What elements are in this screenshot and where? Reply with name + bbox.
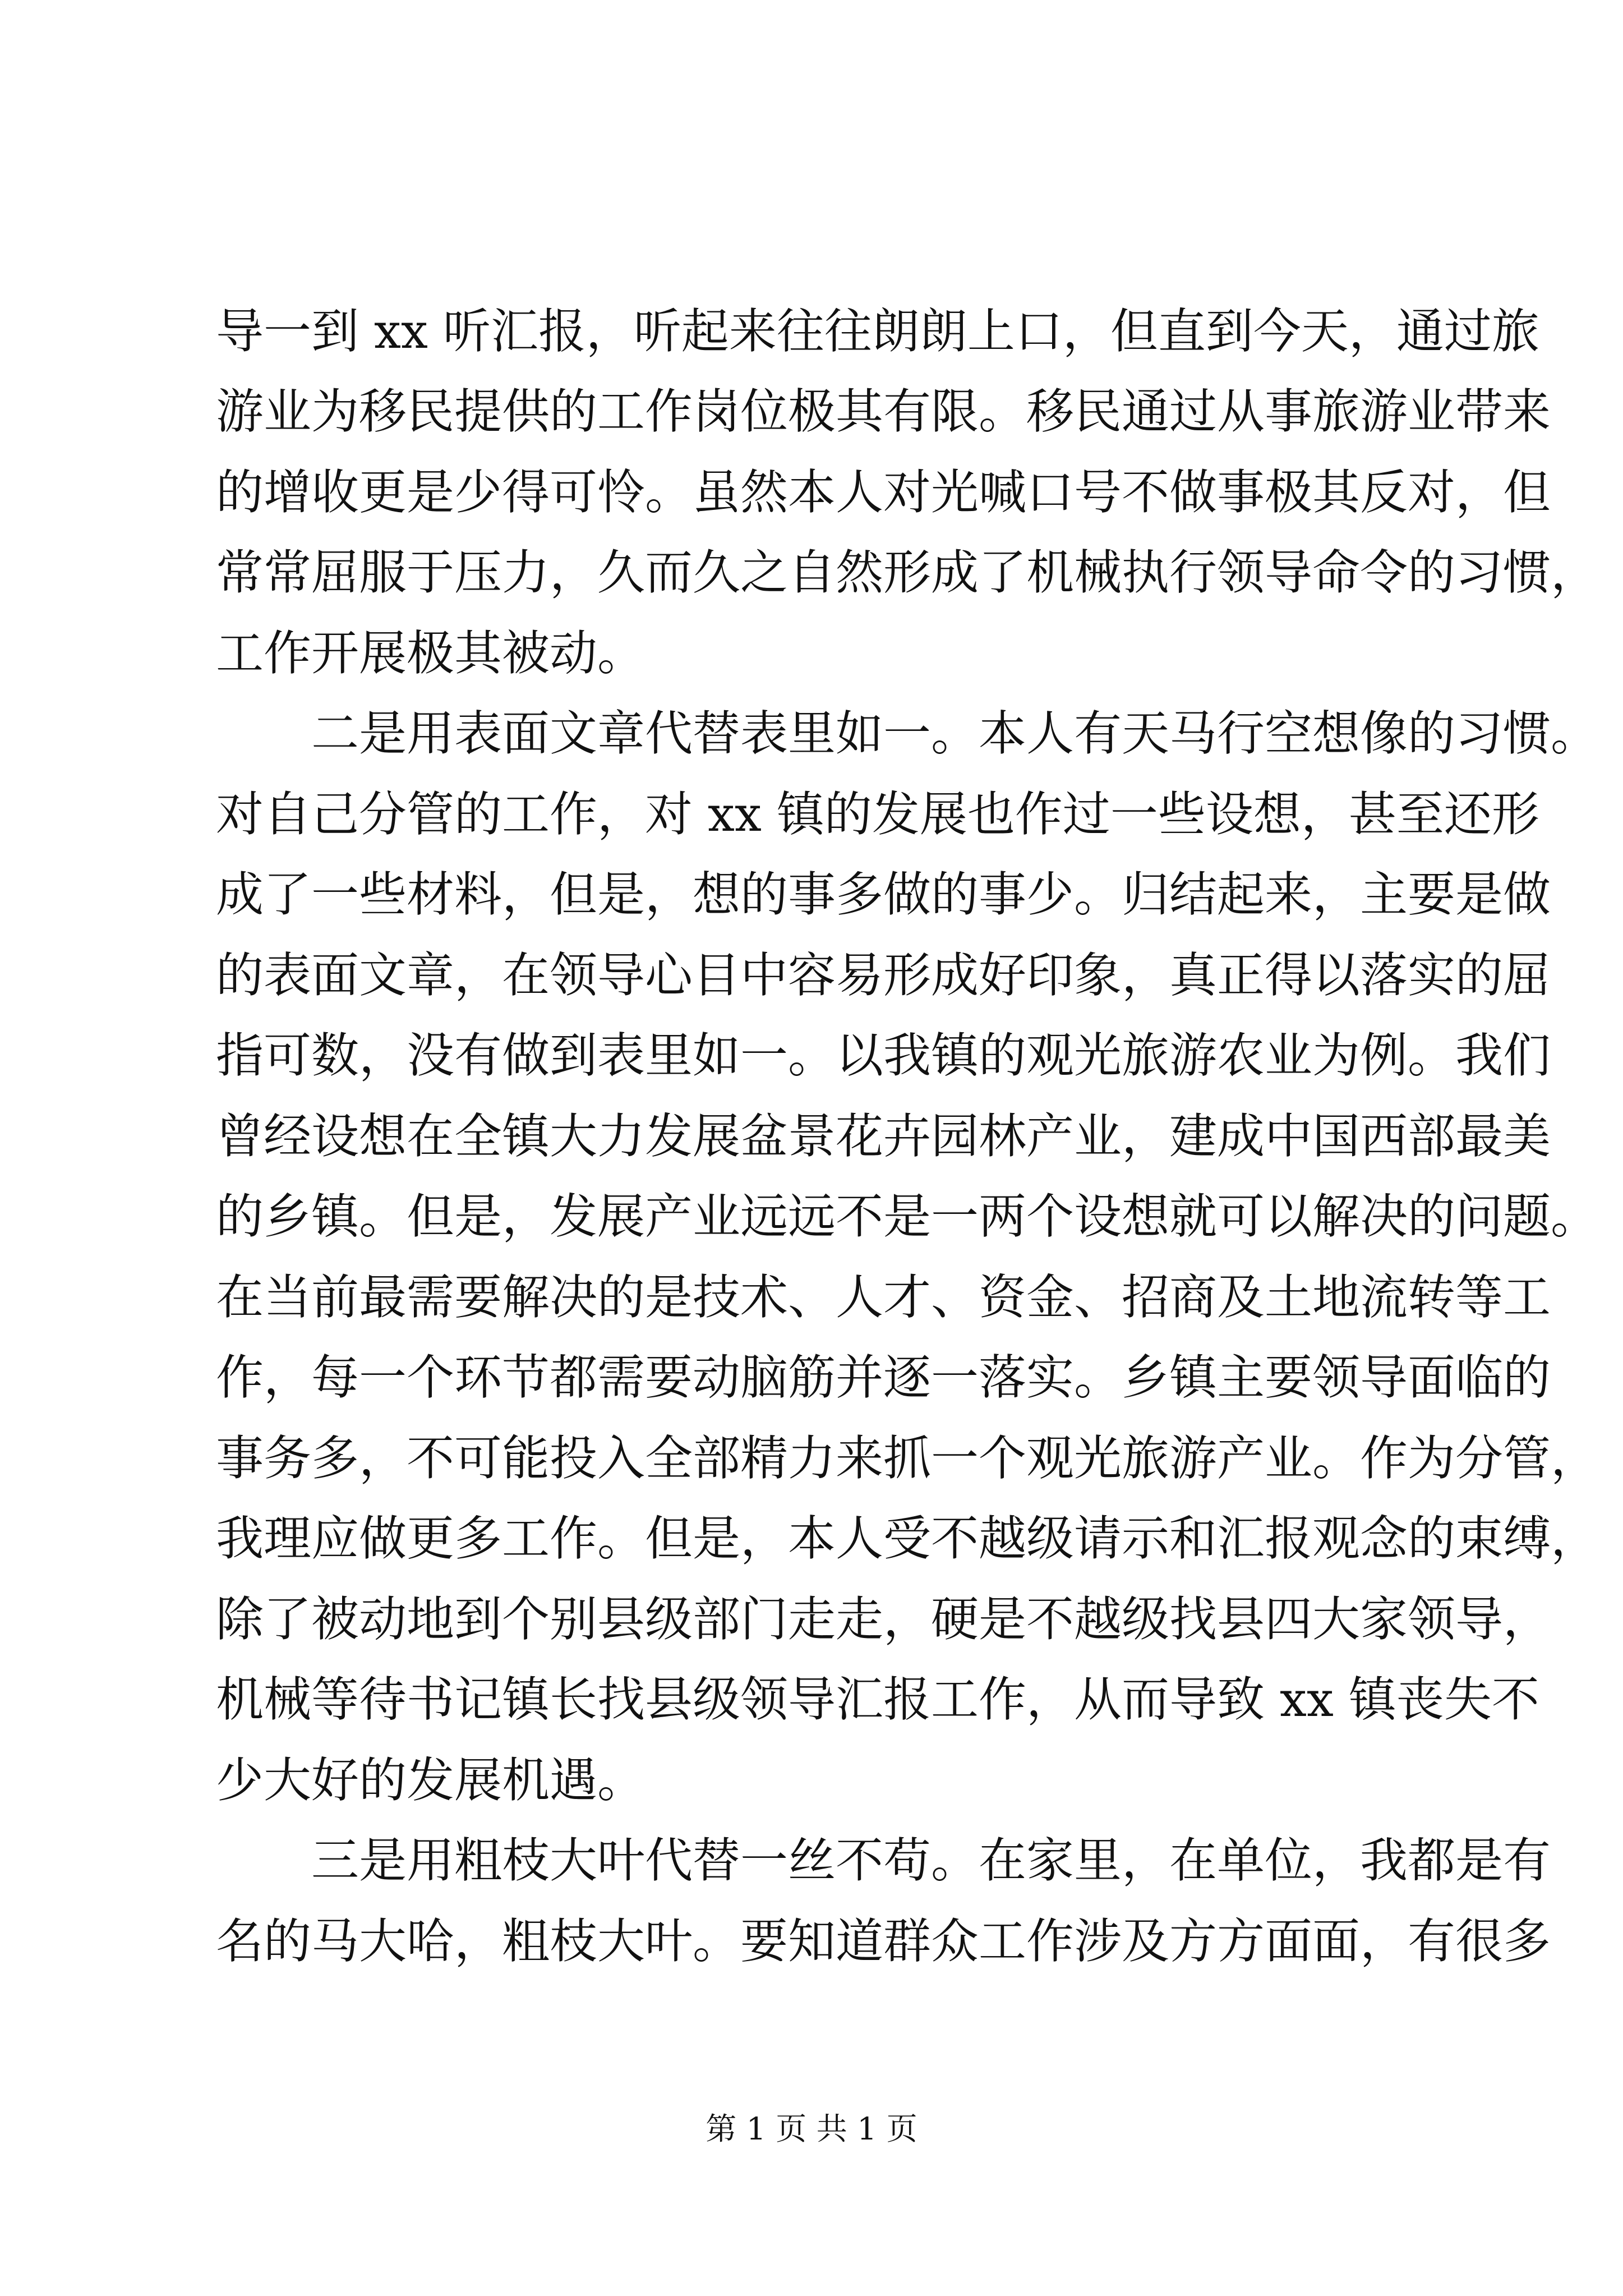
text-line-content: 的乡镇。但是，发展产业远远不是一两个设想就可以解决的问题。	[216, 1189, 1599, 1245]
text-line-content: 的增收更是少得可怜。虽然本人对光喊口号不做事极其反对，但	[216, 465, 1551, 521]
text-line-content: 名的马大哈，粗枝大叶。要知道群众工作涉及方方面面，有很多	[216, 1914, 1551, 1970]
text-line-content: 事务多，不可能投入全部精力来抓一个观光旅游产业。作为分管，	[216, 1431, 1599, 1487]
text-line-content: 机械等待书记镇长找县级领导汇报工作，从而导致 xx 镇丧失不	[216, 1672, 1539, 1728]
text-line	[0, 1103, 1623, 1171]
text-line	[0, 1345, 1623, 1412]
text-line	[0, 942, 1623, 1010]
text-line-content: 曾经设想在全镇大力发展盆景花卉园林产业，建成中国西部最美	[216, 1109, 1551, 1165]
page-footer: 第 1 页 共 1 页	[706, 2111, 917, 2147]
text-line	[0, 1586, 1623, 1654]
text-line	[0, 459, 1623, 527]
text-line-content: 工作开展极其被动。	[216, 626, 645, 682]
text-line-content: 在当前最需要解决的是技术、人才、资金、招商及土地流转等工	[216, 1270, 1551, 1326]
text-line-content: 对自己分管的工作，对 xx 镇的发展也作过一些设想，甚至还形	[216, 787, 1539, 843]
text-line	[0, 298, 1623, 366]
text-line	[0, 1506, 1623, 1573]
text-line	[0, 1667, 1623, 1734]
text-line-content: 作，每一个环节都需要动脑筋并逐一落实。乡镇主要领导面临的	[216, 1350, 1551, 1406]
text-line	[0, 379, 1623, 446]
text-line-content: 常常屈服于压力，久而久之自然形成了机械执行领导命令的习惯，	[216, 545, 1599, 601]
text-line	[0, 1908, 1623, 1976]
text-line-content: 少大好的发展机遇。	[216, 1753, 645, 1809]
text-line-content: 我理应做更多工作。但是，本人受不越级请示和汇报观念的束缚，	[216, 1511, 1599, 1567]
text-line-content: 指可数，没有做到表里如一。以我镇的观光旅游农业为例。我们	[216, 1028, 1551, 1084]
text-line	[0, 862, 1623, 929]
text-line	[0, 1747, 1623, 1815]
text-line	[0, 1264, 1623, 1332]
text-line-content: 二是用表面文章代替表里如一。本人有天马行空想像的习惯。	[311, 706, 1599, 762]
text-line-content: 的表面文章，在领导心目中容易形成好印象，真正得以落实的屈	[216, 948, 1551, 1004]
text-line	[0, 540, 1623, 607]
text-line	[0, 1425, 1623, 1493]
text-line	[0, 620, 1623, 688]
text-line-content: 游业为移民提供的工作岗位极其有限。移民通过从事旅游业带来	[216, 384, 1551, 440]
text-line-content: 成了一些材料，但是，想的事多做的事少。归结起来，主要是做	[216, 867, 1551, 923]
paragraph-first-line	[0, 701, 1623, 768]
text-line	[0, 1023, 1623, 1090]
text-line	[0, 1184, 1623, 1251]
text-line	[0, 781, 1623, 849]
text-line-content: 导一到 xx 听汇报，听起来往往朗朗上口，但直到今天，通过旅	[216, 304, 1539, 360]
text-line-content: 除了被动地到个别县级部门走走，硬是不越级找县四大家领导，	[216, 1592, 1551, 1648]
paragraph-first-line	[0, 1828, 1623, 1895]
text-line-content: 三是用粗枝大叶代替一丝不苟。在家里，在单位，我都是有	[311, 1833, 1551, 1889]
